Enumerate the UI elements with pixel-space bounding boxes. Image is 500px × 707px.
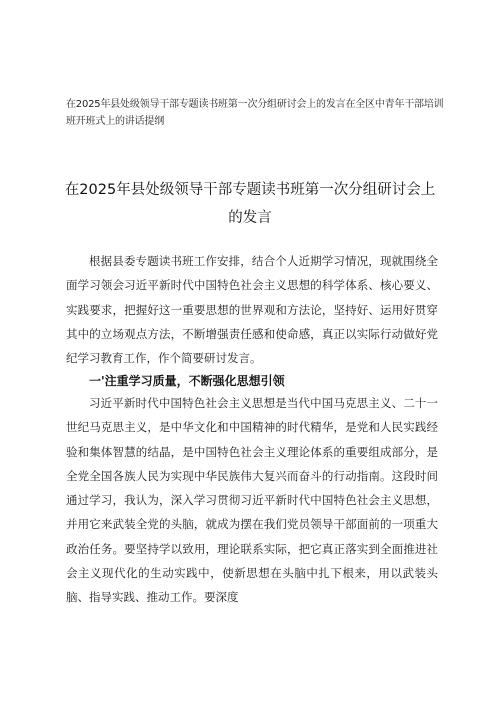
document-title: 在2025年县处级领导干部专题读书班第一次分组研讨会上的发言 [64,182,436,226]
document-header: 在2025年县处级领导干部专题读书班第一次分组研讨会上的发言在全区中青年干部培训班开班式上的讲话提纲 [66,99,444,127]
body-paragraph: 根据县委专题读书班工作安排，结合个人近期学习情况，现就围绕全面学习领会习近平新时代中国特色社会主义思想的科学体系、核心要义、实践要求，把握好这一重要思想的世界观和方法论，坚持好、运用好贯穿其中的立场观点方法，不断增强责任感和使命感，真正以实际行动做好党纪学习教育工作，作个简要研讨发言。 [66,254,438,366]
body-paragraph: 习近平新时代中国特色社会主义思想是当代中国马克思主义、二十一世纪马克思主义，是中华文化和中国精神的时代精华，是党和人民实践经验和集体智慧的结晶，是中国特色社会主义理论体系的重要组成部分，是全党全国各族人民为实现中华民族伟大复兴而奋斗的行动指南。这段时间通过学习，我认为，深入学习贯彻习近平新时代中国特色社会主义思想，并用它来武装全党的头脑，就成为摆在我们党员领导干部面前的一项重大政治任务。要坚持学以致用，理论联系实际，把它真正落实到全面推进社会主义现代化的生动实践中，使新思想在头脑中扎下根来，用以武装头脑、指导实践、推动工作。要深度 [66,396,438,605]
section-heading: 一'注重学习质量，不断强化思想引领 [89,374,285,388]
